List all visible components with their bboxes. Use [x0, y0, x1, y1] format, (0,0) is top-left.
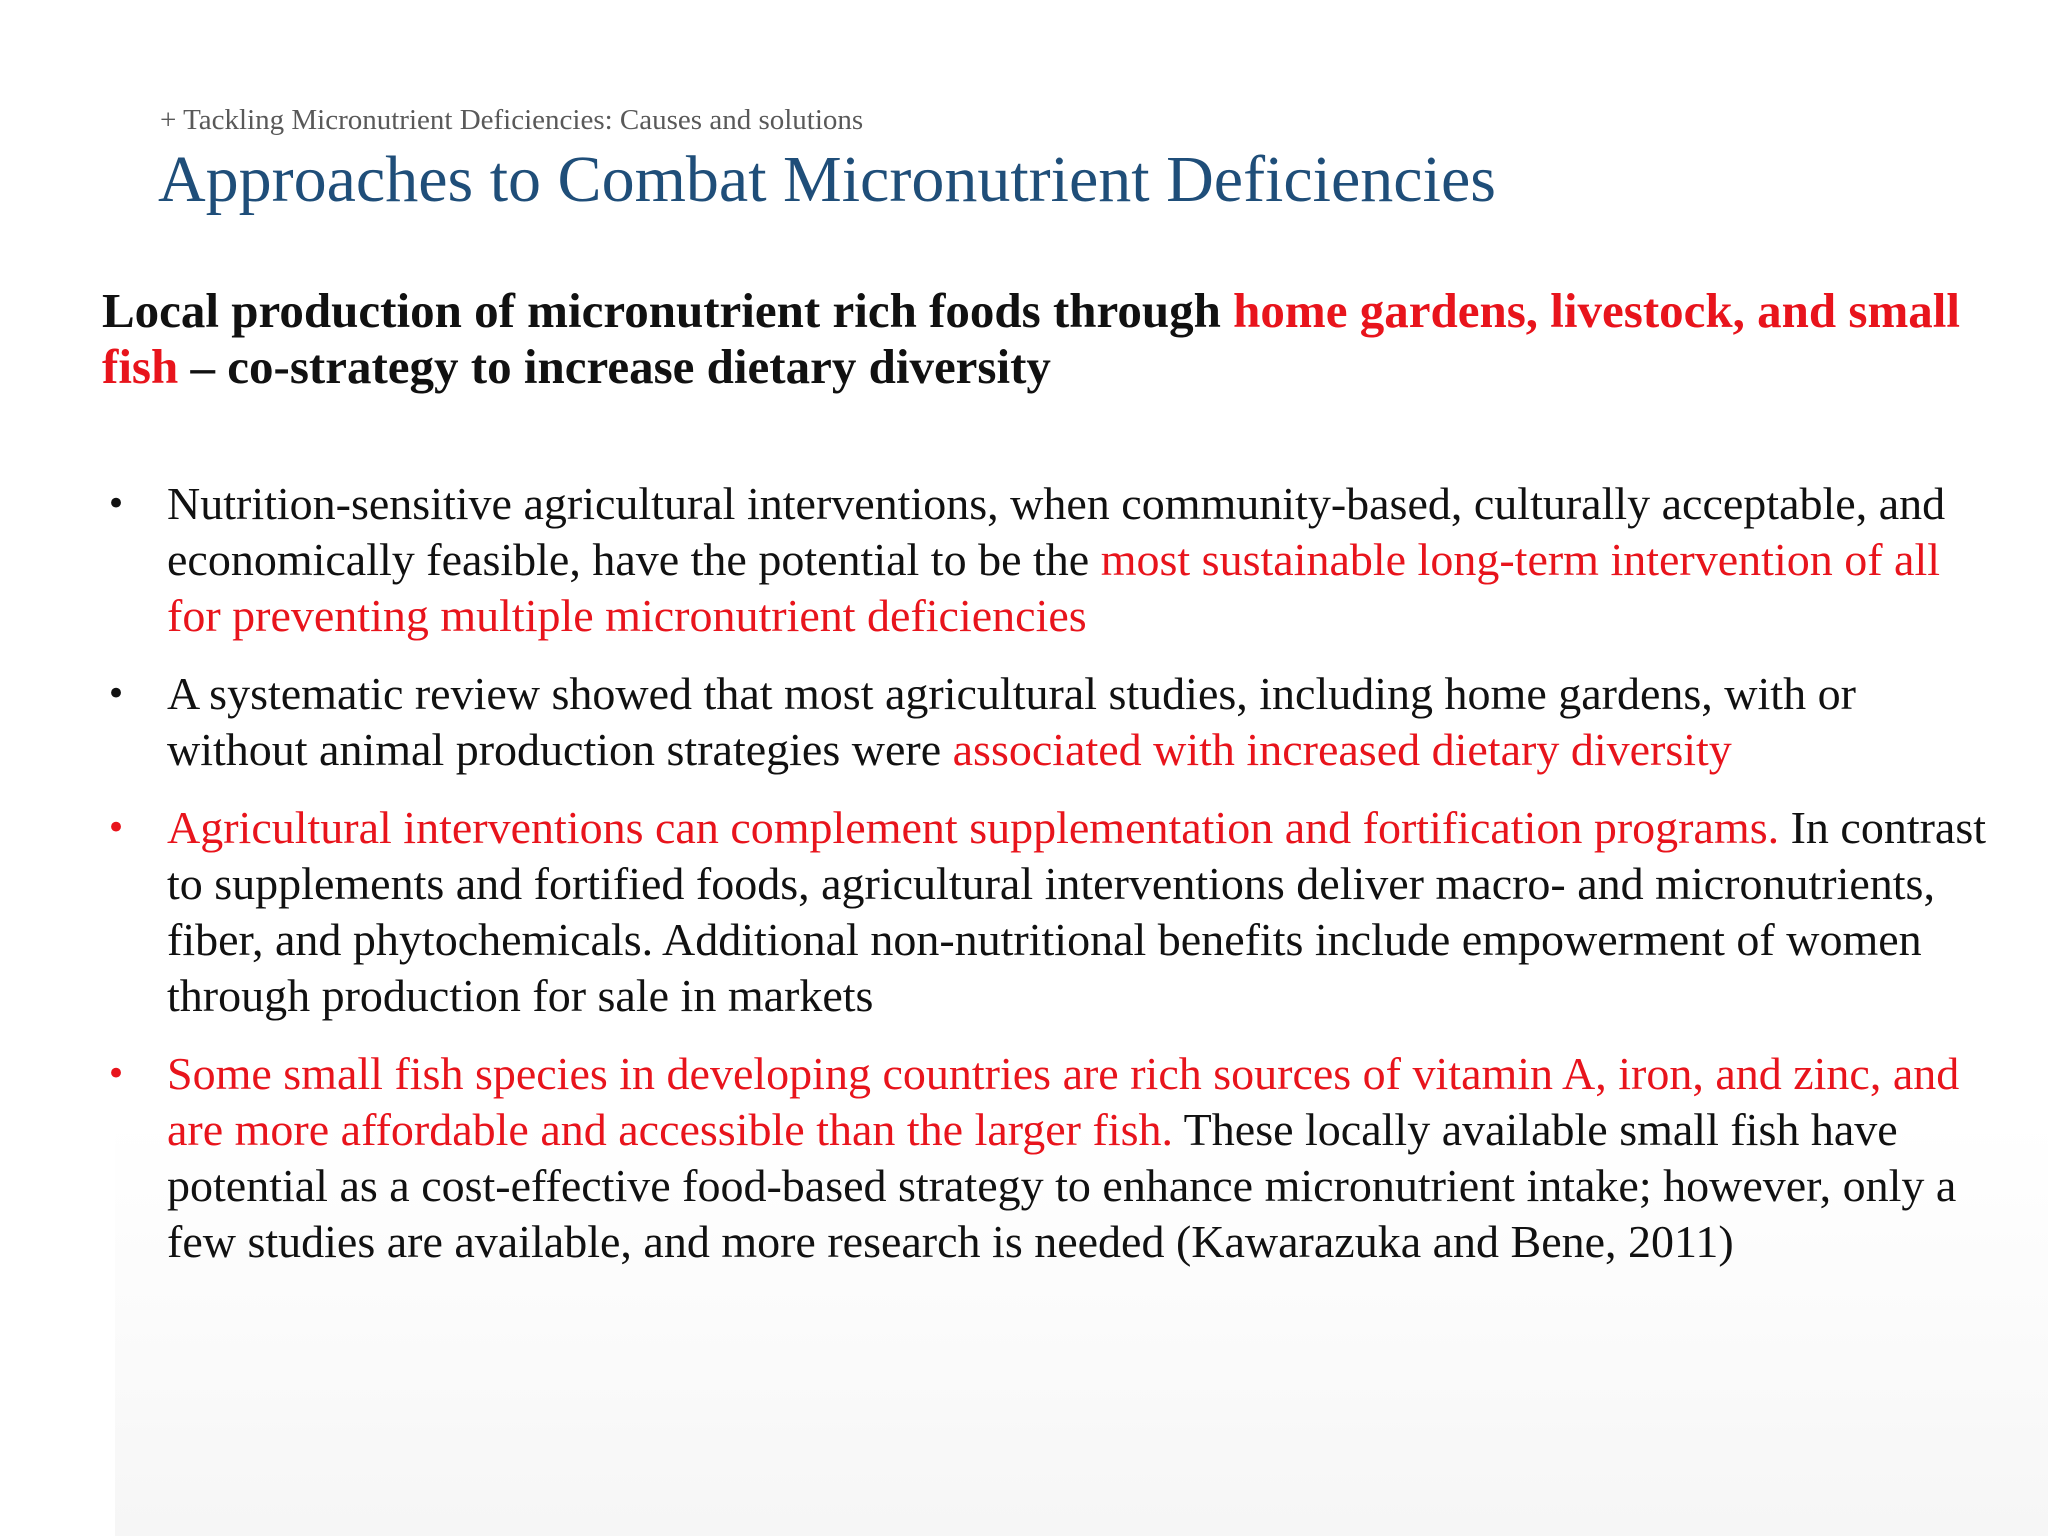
bullet-marker: • — [106, 674, 127, 714]
bullet-item — [102, 476, 2002, 644]
breadcrumb: + Tackling Micronutrient Deficiencies: Causes and solutions — [160, 104, 864, 136]
lead-text-2: – co-strategy to increase dietary diversity — [178, 339, 1051, 394]
bullet-text-after: These locally available small fish have potential as a cost-effective food-based strategy to enhance micronutrient intake; however, only a few studies are available, and more research is needed (Kawarazuka and Bene, 2011) — [167, 1104, 1957, 1267]
bullet-item — [102, 666, 2002, 778]
bullet-list — [102, 476, 2002, 1292]
slide-title: Approaches to Combat Micronutrient Deficiencies — [158, 143, 1496, 216]
bullet-item — [102, 800, 2002, 1024]
bullet-text-after: In contrast to supplements and fortified foods, agricultural interventions deliver macro- and micronutrients, fiber, and phytochemicals. Additional non-nutritional benefits include empowerment of women through production for sale in markets — [167, 802, 1987, 1021]
bullet-marker: • — [106, 808, 127, 848]
bullet-highlight: associated with increased dietary diversity — [952, 724, 1732, 775]
bullet-highlight: Some small fish species in developing countries are rich sources of vitamin A, iron, and zinc, and are more affordable and accessible than the larger fish. — [167, 1048, 1960, 1155]
bullet-item — [102, 1046, 2002, 1270]
lead-paragraph — [102, 283, 1982, 395]
bullet-marker: • — [106, 484, 127, 524]
bullet-text: A systematic review showed that most agricultural studies, including home gardens, with or without animal production strategies were — [167, 668, 1856, 775]
bullet-highlight: Agricultural interventions can complement supplementation and fortification programs. — [167, 802, 1780, 853]
lead-highlight: home gardens, livestock, and small fish — [102, 283, 1961, 394]
lead-text-1: Local production of micronutrient rich foods through — [102, 283, 1234, 338]
bullet-highlight: most sustainable long-term intervention of all for preventing multiple micronutrient deficiencies — [167, 534, 1941, 641]
bullet-text: Nutrition-sensitive agricultural interventions, when community-based, culturally acceptable, and economically feasible, have the potential to be the — [167, 478, 1946, 585]
bullet-marker: • — [106, 1054, 127, 1094]
